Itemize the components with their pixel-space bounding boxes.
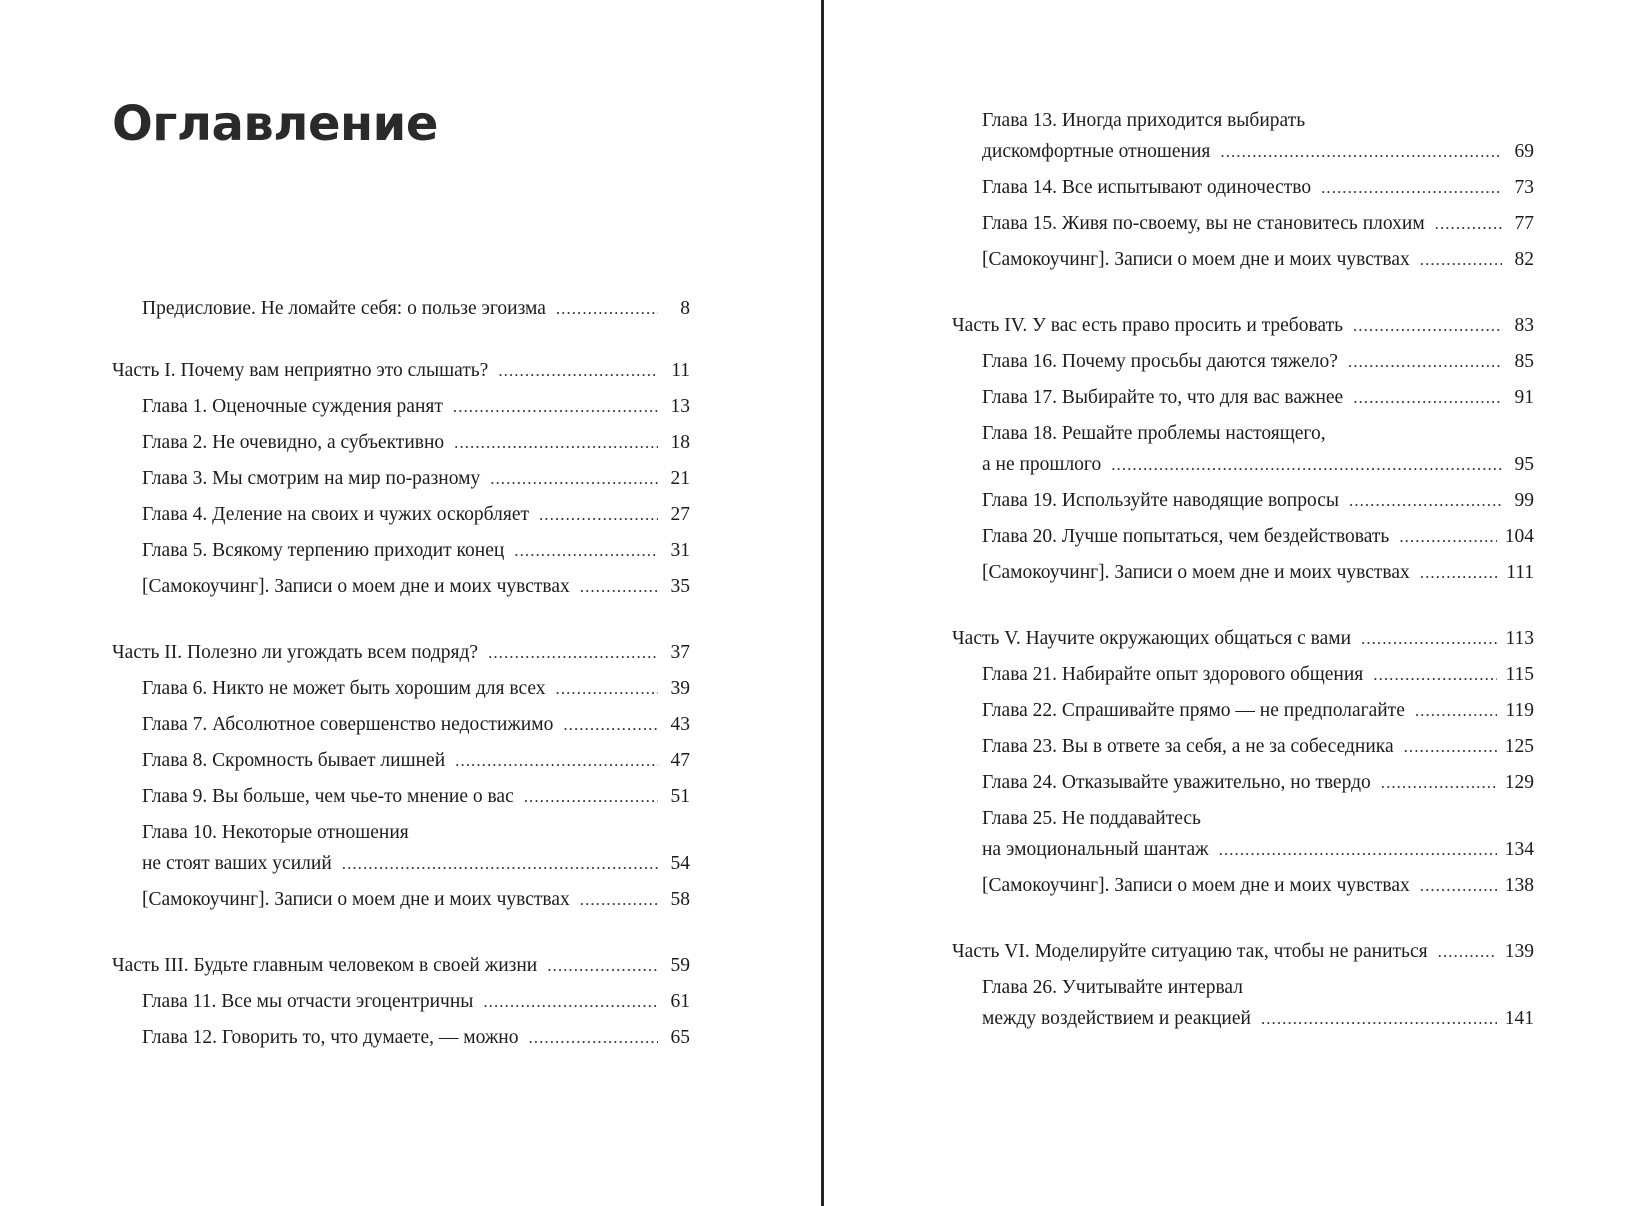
toc-entry-chapter-14[interactable]	[982, 175, 1534, 201]
entry-title: [Самокоучинг]. Записи о моем дне и моих чувствах	[982, 875, 1410, 896]
entry-page: 139	[1504, 941, 1534, 962]
entry-page: 77	[1514, 213, 1534, 234]
toc-entry-chapter-3[interactable]	[142, 466, 690, 492]
dot-leader	[1373, 662, 1497, 688]
dot-leader	[498, 358, 658, 384]
dot-leader	[1348, 349, 1502, 375]
entry-page: 18	[670, 432, 690, 453]
entry-title: не стоят ваших усилий	[142, 853, 332, 874]
dot-leader	[453, 394, 658, 420]
entry-title: Глава 24. Отказывайте уважительно, но твердо	[982, 772, 1371, 793]
dot-leader	[1420, 247, 1502, 273]
entry-page: 43	[670, 714, 690, 735]
spine-divider	[821, 0, 824, 1206]
dot-leader	[1381, 770, 1497, 796]
entry-title: Глава 7. Абсолютное совершенство недостижимо	[142, 714, 554, 735]
page-title: Оглавление	[112, 96, 438, 152]
entry-title: Часть IV. У вас есть право просить и требовать	[952, 315, 1343, 336]
toc-entry-chapter-25[interactable]	[982, 837, 1534, 863]
entry-page: 73	[1514, 177, 1534, 198]
dot-leader	[1435, 211, 1502, 237]
dot-leader	[488, 640, 658, 666]
entry-page: 61	[670, 991, 690, 1012]
entry-title: Глава 20. Лучше попытаться, чем бездействовать	[982, 526, 1390, 547]
entry-page: 27	[670, 504, 690, 525]
dot-leader	[1353, 313, 1502, 339]
entry-page: 39	[670, 678, 690, 699]
toc-entry-chapter-20[interactable]	[982, 524, 1534, 550]
dot-leader	[1420, 560, 1498, 586]
entry-page: 91	[1514, 387, 1534, 408]
entry-page: 113	[1505, 628, 1534, 649]
left-page	[0, 0, 822, 1206]
toc-entry-chapter-18-line1[interactable]: Глава 18. Решайте проблемы настоящего,	[982, 423, 1326, 444]
entry-title: на эмоциональный шантаж	[982, 839, 1209, 860]
entry-page: 31	[670, 540, 690, 561]
dot-leader	[483, 989, 658, 1015]
dot-leader	[1420, 873, 1497, 899]
entry-title: Глава 19. Используйте наводящие вопросы	[982, 490, 1339, 511]
toc-entry-chapter-5[interactable]	[142, 538, 690, 564]
toc-entry-chapter-6[interactable]	[142, 676, 690, 702]
toc-entry-chapter-1[interactable]	[142, 394, 690, 420]
dot-leader	[454, 430, 658, 456]
toc-entry-chapter-7[interactable]	[142, 712, 690, 738]
toc-entry-chapter-26-line1[interactable]: Глава 26. Учитывайте интервал	[982, 977, 1243, 998]
right-page	[825, 0, 1647, 1206]
dot-leader	[524, 784, 658, 810]
entry-title: Глава 22. Спрашивайте прямо — не предполагайте	[982, 700, 1405, 721]
entry-title: Глава 5. Всякому терпению приходит конец	[142, 540, 505, 561]
entry-title: Глава 11. Все мы отчасти эгоцентричны	[142, 991, 474, 1012]
entry-page: 134	[1504, 839, 1534, 860]
entry-page: 51	[670, 786, 690, 807]
entry-title: Глава 9. Вы больше, чем чье-то мнение о вас	[142, 786, 514, 807]
dot-leader	[556, 296, 658, 322]
dot-leader	[1349, 488, 1502, 514]
dot-leader	[1353, 385, 1502, 411]
toc-entry-chapter-10[interactable]	[142, 851, 690, 877]
toc-entry-selfcoaching-3[interactable]	[982, 247, 1534, 273]
entry-page: 129	[1504, 772, 1534, 793]
entry-page: 13	[670, 396, 690, 417]
entry-title: Глава 6. Никто не может быть хорошим для всех	[142, 678, 546, 699]
toc-entry-chapter-10-line1[interactable]: Глава 10. Некоторые отношения	[142, 822, 409, 843]
entry-title: Глава 1. Оценочные суждения ранят	[142, 396, 443, 417]
entry-page: 54	[670, 853, 690, 874]
dot-leader	[1438, 939, 1497, 965]
toc-entry-chapter-2[interactable]	[142, 430, 690, 456]
entry-page: 21	[670, 468, 690, 489]
entry-page: 11	[671, 360, 690, 381]
toc-entry-chapter-18[interactable]	[982, 452, 1534, 478]
toc-entry-chapter-4[interactable]	[142, 502, 690, 528]
dot-leader	[547, 953, 658, 979]
toc-entry-chapter-19[interactable]	[982, 488, 1534, 514]
dot-leader	[1219, 837, 1497, 863]
entry-page: 138	[1504, 875, 1534, 896]
entry-title: Часть VI. Моделируйте ситуацию так, чтобы не раниться	[952, 941, 1428, 962]
dot-leader	[556, 676, 658, 702]
entry-title: между воздействием и реакцией	[982, 1008, 1251, 1029]
entry-title: [Самокоучинг]. Записи о моем дне и моих чувствах	[142, 576, 570, 597]
entry-title: [Самокоучинг]. Записи о моем дне и моих чувствах	[982, 562, 1410, 583]
toc-entry-chapter-17[interactable]	[982, 385, 1534, 411]
dot-leader	[580, 887, 658, 913]
entry-page: 8	[680, 298, 690, 319]
entry-title: Глава 16. Почему просьбы даются тяжело?	[982, 351, 1338, 372]
toc-entry-part-4[interactable]	[952, 313, 1534, 339]
entry-title: Глава 8. Скромность бывает лишней	[142, 750, 446, 771]
toc-entry-chapter-8[interactable]	[142, 748, 690, 774]
entry-page: 115	[1505, 664, 1534, 685]
dot-leader	[1111, 452, 1502, 478]
dot-leader	[1415, 698, 1498, 724]
entry-title: Глава 15. Живя по-своему, вы не становитесь плохим	[982, 213, 1425, 234]
entry-page: 47	[670, 750, 690, 771]
dot-leader	[1261, 1006, 1497, 1032]
entry-title: Глава 23. Вы в ответе за себя, а не за собеседника	[982, 736, 1394, 757]
toc-entry-selfcoaching-4[interactable]	[982, 560, 1534, 586]
entry-title: Глава 21. Набирайте опыт здорового общения	[982, 664, 1364, 685]
dot-leader	[490, 466, 658, 492]
entry-title: Глава 12. Говорить то, что думаете, — можно	[142, 1027, 519, 1048]
entry-title: а не прошлого	[982, 454, 1102, 475]
entry-page: 99	[1514, 490, 1534, 511]
entry-page: 65	[670, 1027, 690, 1048]
entry-page: 104	[1504, 526, 1534, 547]
toc-entry-selfcoaching-5[interactable]	[982, 873, 1534, 899]
entry-page: 95	[1514, 454, 1534, 475]
dot-leader	[514, 538, 658, 564]
entry-title: Глава 2. Не очевидно, а субъективно	[142, 432, 445, 453]
toc-entry-part-1[interactable]	[112, 358, 690, 384]
toc-entry-chapter-16[interactable]	[982, 349, 1534, 375]
dot-leader	[563, 712, 658, 738]
entry-title: Глава 14. Все испытывают одиночество	[982, 177, 1312, 198]
entry-page: 82	[1514, 249, 1534, 270]
entry-title: Глава 4. Деление на своих и чужих оскорбляет	[142, 504, 529, 525]
entry-title: [Самокоучинг]. Записи о моем дне и моих чувствах	[982, 249, 1410, 270]
entry-page: 111	[1506, 562, 1534, 583]
dot-leader	[580, 574, 658, 600]
toc-entry-part-6[interactable]	[952, 939, 1534, 965]
dot-leader	[529, 1025, 659, 1051]
entry-page: 69	[1514, 141, 1534, 162]
dot-leader	[1361, 626, 1497, 652]
toc-entry-part-5[interactable]	[952, 626, 1534, 652]
entry-page: 59	[670, 955, 690, 976]
dot-leader	[1220, 139, 1502, 165]
dot-leader	[539, 502, 658, 528]
entry-title: дискомфортные отношения	[982, 141, 1211, 162]
toc-entry-chapter-21[interactable]	[982, 662, 1534, 688]
toc-entry-chapter-12[interactable]	[142, 1025, 690, 1051]
entry-page: 125	[1504, 736, 1534, 757]
toc-entry-chapter-13-line1[interactable]: Глава 13. Иногда приходится выбирать	[982, 110, 1306, 131]
toc-entry-chapter-11[interactable]	[142, 989, 690, 1015]
toc-entry-chapter-13[interactable]	[982, 139, 1534, 165]
entry-title: Часть III. Будьте главным человеком в своей жизни	[112, 955, 538, 976]
entry-page: 85	[1514, 351, 1534, 372]
toc-entry-chapter-24[interactable]	[982, 770, 1534, 796]
toc-entry-part-2[interactable]	[112, 640, 690, 666]
dot-leader	[1321, 175, 1502, 201]
entry-title: Часть V. Научите окружающих общаться с вами	[952, 628, 1352, 649]
dot-leader	[1404, 734, 1497, 760]
entry-page: 37	[670, 642, 690, 663]
entry-title: [Самокоучинг]. Записи о моем дне и моих чувствах	[142, 889, 570, 910]
toc-entry-chapter-25-line1[interactable]: Глава 25. Не поддавайтесь	[982, 808, 1201, 829]
dot-leader	[455, 748, 658, 774]
toc-entry-selfcoaching-2[interactable]	[142, 887, 690, 913]
entry-page: 58	[670, 889, 690, 910]
toc-entry-chapter-15[interactable]	[982, 211, 1534, 237]
toc-entry-chapter-26[interactable]	[982, 1006, 1534, 1032]
toc-entry-chapter-23[interactable]	[982, 734, 1534, 760]
toc-entry-part-3[interactable]	[112, 953, 690, 979]
dot-leader	[342, 851, 658, 877]
entry-page: 83	[1514, 315, 1534, 336]
toc-entry-chapter-22[interactable]	[982, 698, 1534, 724]
entry-title: Предисловие. Не ломайте себя: о пользе эгоизма	[142, 298, 546, 319]
dot-leader	[1399, 524, 1496, 550]
toc-entry-selfcoaching-1[interactable]	[142, 574, 690, 600]
entry-page: 141	[1504, 1008, 1534, 1029]
entry-title: Глава 17. Выбирайте то, что для вас важнее	[982, 387, 1344, 408]
entry-page: 119	[1505, 700, 1534, 721]
entry-title: Глава 3. Мы смотрим на мир по-разному	[142, 468, 481, 489]
entry-title: Часть II. Полезно ли угождать всем подряд?	[112, 642, 479, 663]
entry-title: Часть I. Почему вам неприятно это слышать?	[112, 360, 489, 381]
entry-page: 35	[670, 576, 690, 597]
toc-entry-preface[interactable]	[142, 296, 690, 322]
toc-entry-chapter-9[interactable]	[142, 784, 690, 810]
